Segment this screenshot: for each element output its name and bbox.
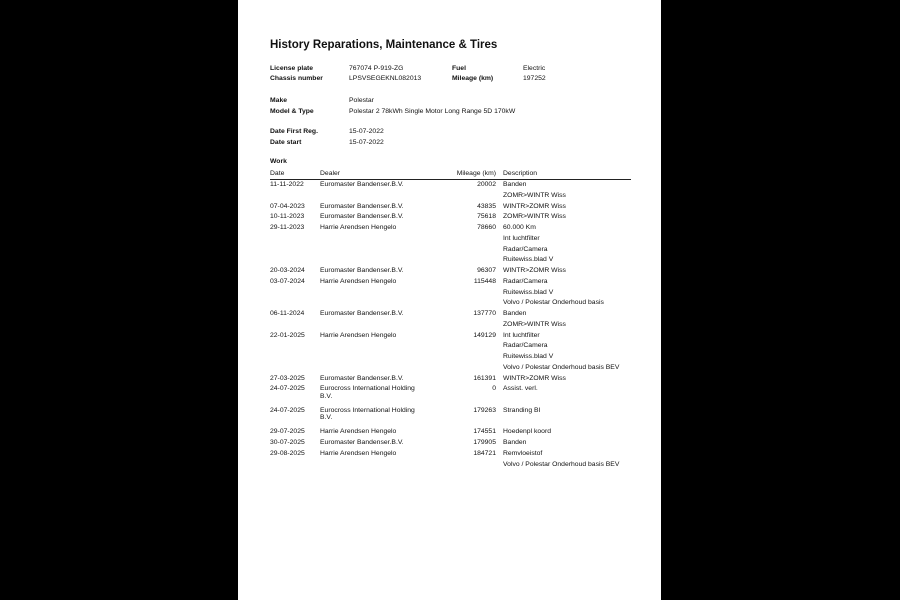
row-mileage: 149129 [473, 331, 496, 339]
work-heading: Work [270, 158, 287, 165]
row-date: 27-03-2025 [270, 374, 305, 382]
row-description: ZOMR>WINTR Wiss [503, 213, 566, 221]
row-dealer: Eurocross International Holding B.V. [320, 406, 415, 422]
model-label: Model & Type [270, 108, 314, 115]
row-date: 03-07-2024 [270, 277, 305, 285]
row-dealer: Harrie Arendsen Hengelo [320, 224, 397, 231]
chassis-value: LPSVSEGEKNL082013 [349, 75, 422, 82]
row-description: Ruitewiss.blad V [503, 353, 554, 360]
row-dealer: Euromaster Bandenser.B.V. [320, 267, 404, 274]
row-date: 29-07-2025 [270, 428, 305, 436]
row-description: Volvo / Polestar Onderhoud basis [503, 299, 604, 307]
row-dealer: Harrie Arendsen Hengelo [320, 428, 397, 436]
document-page [238, 0, 661, 600]
row-date: 06-11-2024 [270, 310, 305, 317]
row-date: 07-04-2023 [270, 202, 305, 210]
row-description: Assist. verl. [503, 385, 538, 393]
mileage-value: 197252 [523, 75, 546, 82]
row-description: ZOMR>WINTR Wiss [503, 320, 566, 328]
fuel-label: Fuel [452, 65, 466, 72]
make-label: Make [270, 97, 288, 104]
col-mileage-header: Mileage (km) [456, 170, 496, 177]
row-mileage: 0 [492, 385, 496, 393]
row-description: Int luchtfilter [503, 331, 540, 339]
row-dealer: Euromaster Bandenser.B.V. [320, 181, 404, 188]
mileage-label: Mileage (km) [452, 75, 494, 82]
col-date-header: Date [270, 170, 285, 177]
row-mileage: 115448 [473, 277, 496, 285]
row-date: 20-03-2024 [270, 267, 305, 274]
row-mileage: 179905 [473, 439, 496, 446]
row-date: 29-11-2023 [270, 224, 305, 231]
row-description: Remvloeistof [503, 449, 543, 457]
row-description: Volvo / Polestar Onderhoud basis BEV [503, 460, 620, 468]
row-dealer: Euromaster Bandenser.B.V. [320, 202, 404, 210]
row-description: Banden [503, 439, 527, 446]
row-description: Radar/Camera [503, 277, 548, 285]
document-title: History Reparations, Maintenance & Tires [270, 39, 498, 51]
row-dealer: Euromaster Bandenser.B.V. [320, 310, 404, 317]
row-description: Ruitewiss.blad V [503, 256, 554, 264]
row-description: Ruitewiss.blad V [503, 288, 554, 296]
row-description: Banden [503, 181, 527, 188]
row-dealer: Euromaster Bandenser.B.V. [320, 213, 404, 221]
row-description: Hoedenpl koord [503, 428, 551, 436]
row-date: 24-07-2025 [270, 406, 305, 414]
row-date: 22-01-2025 [270, 331, 305, 339]
license-plate-value: 767074 P-919-ZG [349, 65, 404, 72]
row-description: WINTR>ZOMR Wiss [503, 202, 566, 210]
row-description: Radar/Camera [503, 245, 548, 253]
first-reg-value: 15-07-2022 [349, 128, 384, 135]
row-date: 10-11-2023 [270, 213, 305, 221]
row-description: Volvo / Polestar Onderhoud basis BEV [503, 363, 620, 371]
chassis-label: Chassis number [270, 75, 323, 82]
license-plate-label: License plate [270, 65, 314, 72]
row-description: WINTR>ZOMR Wiss [503, 267, 566, 274]
row-mileage: 75618 [477, 213, 496, 221]
make-value: Polestar [349, 97, 374, 104]
fuel-value: Electric [523, 65, 546, 72]
first-reg-label: Date First Reg. [270, 128, 318, 135]
row-date: 30-07-2025 [270, 439, 305, 446]
col-dealer-header: Dealer [320, 170, 341, 177]
row-mileage: 161391 [473, 374, 496, 382]
row-description: ZOMR>WINTR Wiss [503, 191, 566, 199]
row-dealer: Euromaster Bandenser.B.V. [320, 439, 404, 446]
row-date: 29-08-2025 [270, 449, 305, 457]
table-header-rule [270, 179, 631, 180]
row-mileage: 43835 [477, 202, 496, 210]
row-dealer: Harrie Arendsen Hengelo [320, 449, 397, 457]
date-start-label: Date start [270, 139, 302, 146]
row-dealer: Eurocross International Holding B.V. [320, 385, 415, 400]
row-mileage: 78660 [477, 224, 496, 231]
row-dealer: Harrie Arendsen Hengelo [320, 277, 397, 285]
row-description: 60.000 Km [503, 224, 536, 231]
row-description: Int luchtfilter [503, 234, 540, 242]
row-mileage: 137770 [473, 310, 496, 317]
row-description: Banden [503, 310, 527, 317]
row-mileage: 20002 [477, 181, 496, 188]
row-date: 11-11-2022 [270, 181, 304, 188]
row-date: 24-07-2025 [270, 385, 305, 393]
row-mileage: 96307 [477, 267, 496, 274]
row-description: Stranding BI [503, 406, 541, 414]
row-mileage: 179263 [473, 406, 496, 414]
row-mileage: 184721 [473, 449, 496, 457]
date-start-value: 15-07-2022 [349, 139, 384, 146]
row-dealer: Harrie Arendsen Hengelo [320, 331, 397, 339]
row-description: Radar/Camera [503, 342, 548, 350]
row-description: WINTR>ZOMR Wiss [503, 374, 566, 382]
row-mileage: 174551 [473, 428, 496, 436]
row-dealer: Euromaster Bandenser.B.V. [320, 374, 404, 382]
model-value: Polestar 2 78kWh Single Motor Long Range 5D 170kW [349, 108, 516, 115]
col-description-header: Description [503, 170, 537, 177]
